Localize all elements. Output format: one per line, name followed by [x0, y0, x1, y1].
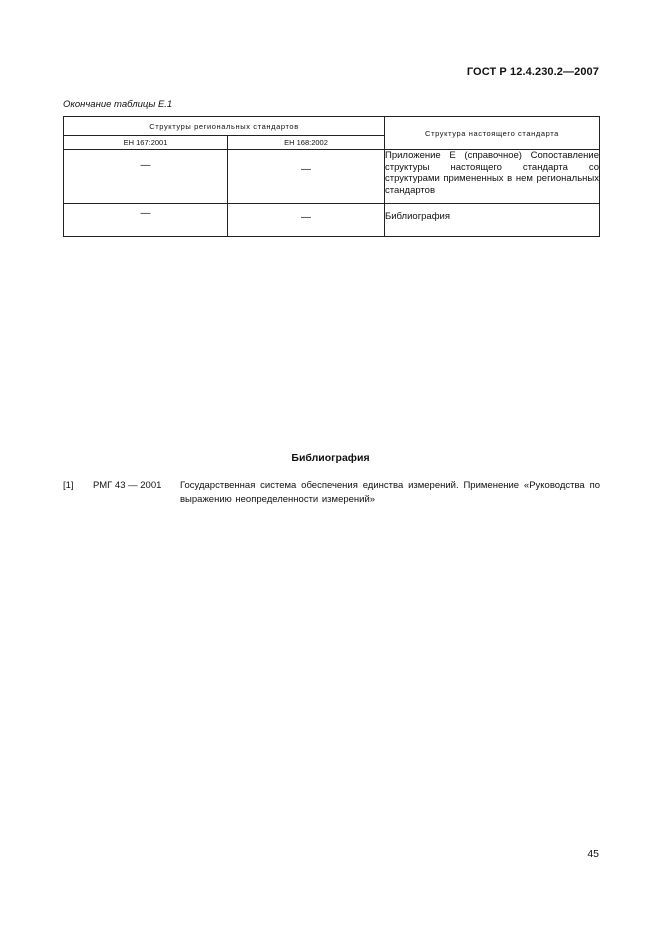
this-standard-header: Структура настоящего стандарта: [385, 117, 600, 150]
table-row: [64, 150, 600, 204]
bib-entry-code: РМГ 43 — 2001: [93, 480, 162, 491]
page-number: 45: [587, 848, 599, 860]
bib-entry-text: Государственная система обеспечения единства измерений. Применение «Руководства по выражению неопределенности измерений»: [180, 480, 600, 505]
table-row: [64, 204, 600, 237]
comparison-table: [63, 116, 600, 237]
row2-structure: Библиография: [385, 204, 600, 237]
table-caption: Окончание таблицы Е.1: [63, 99, 173, 110]
en168-header: ЕН 168:2002: [228, 136, 385, 150]
standard-code: ГОСТ Р 12.4.230.2—2007: [466, 66, 599, 78]
row1-en167: —: [64, 150, 228, 204]
bib-entry-number: [1]: [63, 480, 74, 491]
regional-standards-header: Структуры региональных стандартов: [64, 117, 385, 136]
row2-en167: —: [64, 204, 228, 237]
bibliography-heading: Библиография: [291, 452, 370, 464]
en167-header: ЕН 167:2001: [64, 136, 228, 150]
row1-structure: Приложение Е (справочное) Сопоставление структуры настоящего стандарта со структурами примененных в нем региональных стандартов: [385, 150, 600, 204]
row1-en168: —: [228, 150, 385, 204]
row2-en168: —: [228, 204, 385, 237]
